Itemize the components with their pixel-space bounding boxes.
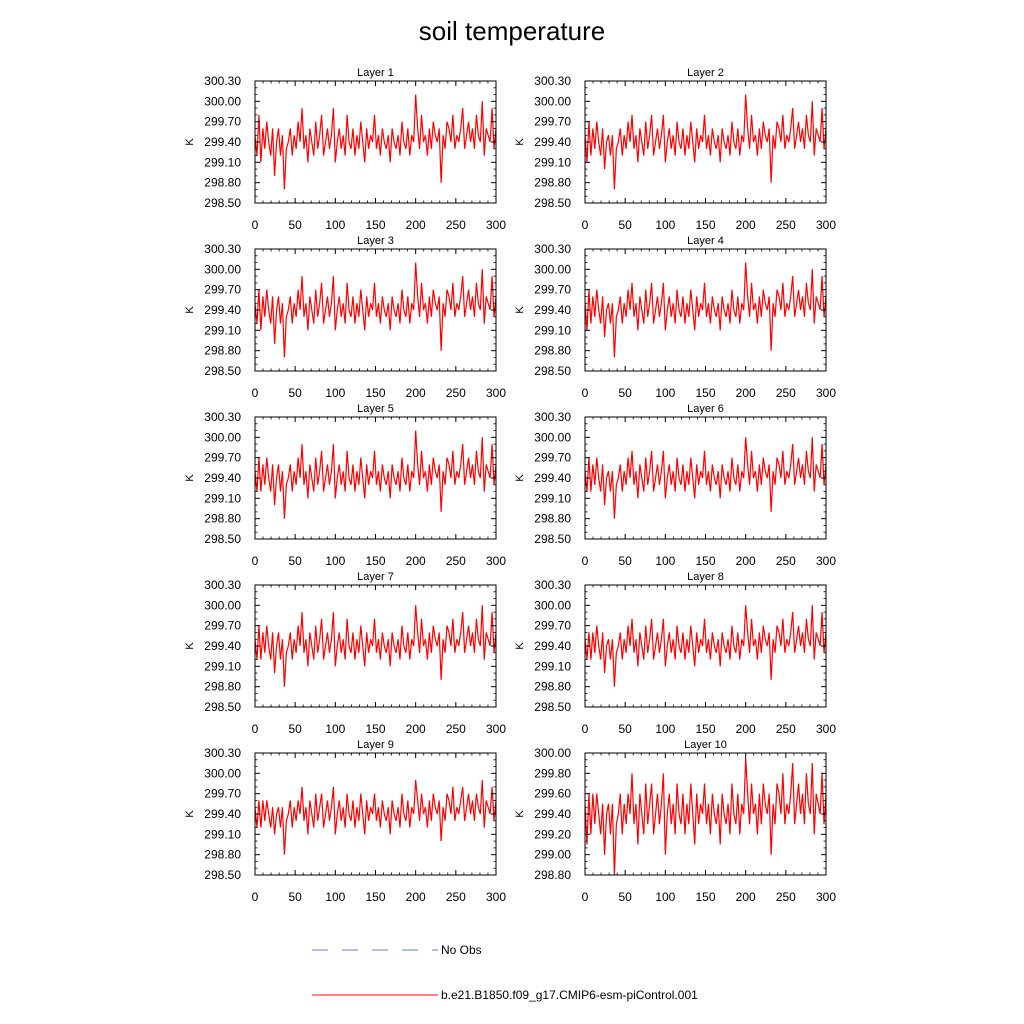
x-tick-label: 0 — [581, 890, 589, 904]
x-tick-label: 100 — [655, 554, 676, 568]
x-tick-label: 0 — [251, 218, 259, 232]
y-axis-label: K — [514, 306, 526, 314]
y-tick-label: 298.50 — [204, 364, 241, 378]
y-tick-label: 298.50 — [204, 196, 241, 210]
panel-title: Layer 2 — [687, 67, 724, 79]
x-tick-label: 300 — [815, 722, 837, 736]
y-tick-label: 300.30 — [534, 242, 571, 256]
y-tick-label: 299.10 — [204, 827, 241, 842]
x-tick-label: 50 — [288, 386, 302, 400]
x-tick-label: 0 — [581, 386, 589, 400]
y-tick-label: 300.30 — [534, 578, 571, 592]
y-tick-label: 299.10 — [534, 659, 571, 674]
x-tick-label: 250 — [775, 554, 796, 568]
y-tick-label: 299.40 — [204, 807, 241, 821]
panel-title: Layer 8 — [687, 571, 724, 583]
y-tick-label: 299.70 — [204, 450, 241, 465]
x-tick-label: 250 — [445, 890, 466, 904]
x-tick-label: 150 — [365, 722, 386, 736]
x-tick-label: 200 — [735, 722, 756, 736]
x-tick-label: 300 — [815, 218, 837, 232]
y-tick-label: 299.40 — [534, 807, 571, 821]
y-tick-label: 298.50 — [534, 364, 571, 378]
legend-label: No Obs — [441, 943, 482, 957]
y-tick-label: 298.50 — [534, 700, 571, 714]
y-axis-label: K — [184, 306, 196, 314]
y-tick-label: 298.50 — [534, 196, 571, 210]
x-tick-label: 100 — [655, 722, 676, 736]
y-tick-label: 299.70 — [534, 450, 571, 465]
x-tick-label: 300 — [485, 218, 507, 232]
panel-title: Layer 3 — [357, 235, 394, 247]
figure-title: soil temperature — [418, 16, 606, 46]
y-tick-label: 300.30 — [204, 746, 241, 760]
y-tick-label: 298.80 — [204, 679, 241, 694]
x-tick-label: 50 — [288, 890, 302, 904]
y-tick-label: 298.80 — [204, 175, 241, 190]
x-tick-label: 150 — [695, 554, 716, 568]
y-axis-label: K — [184, 138, 196, 146]
y-tick-label: 300.30 — [204, 242, 241, 256]
x-tick-label: 250 — [775, 722, 796, 736]
y-tick-label: 300.30 — [204, 74, 241, 88]
x-tick-label: 50 — [618, 218, 632, 232]
x-tick-label: 200 — [735, 890, 756, 904]
panel-title: Layer 5 — [357, 403, 394, 415]
y-tick-label: 298.80 — [534, 511, 571, 526]
x-tick-label: 200 — [735, 386, 756, 400]
y-tick-label: 298.80 — [534, 679, 571, 694]
x-tick-label: 50 — [618, 890, 632, 904]
x-tick-label: 50 — [288, 554, 302, 568]
y-tick-label: 299.70 — [534, 114, 571, 129]
x-tick-label: 100 — [655, 890, 676, 904]
y-tick-label: 299.10 — [204, 491, 241, 506]
x-tick-label: 300 — [815, 554, 837, 568]
x-tick-label: 200 — [735, 218, 756, 232]
y-tick-label: 300.00 — [534, 262, 571, 277]
panel-title: Layer 9 — [357, 739, 394, 751]
y-tick-label: 299.40 — [204, 471, 241, 485]
y-tick-label: 298.80 — [534, 175, 571, 190]
y-tick-label: 299.40 — [534, 135, 571, 149]
panel-title: Layer 4 — [687, 235, 724, 247]
x-tick-label: 100 — [325, 890, 346, 904]
y-tick-label: 299.70 — [204, 786, 241, 801]
x-tick-label: 300 — [485, 386, 507, 400]
x-tick-label: 250 — [445, 722, 466, 736]
x-tick-label: 200 — [405, 890, 426, 904]
y-tick-label: 299.00 — [534, 847, 571, 862]
y-tick-label: 299.40 — [534, 639, 571, 653]
y-tick-label: 299.70 — [534, 282, 571, 297]
x-tick-label: 250 — [775, 386, 796, 400]
panel-title: Layer 10 — [684, 739, 727, 751]
x-tick-label: 100 — [655, 386, 676, 400]
x-tick-label: 250 — [445, 554, 466, 568]
x-tick-label: 100 — [325, 386, 346, 400]
y-tick-label: 300.30 — [204, 410, 241, 424]
x-tick-label: 50 — [618, 554, 632, 568]
y-tick-label: 298.80 — [204, 343, 241, 358]
y-axis-label: K — [184, 810, 196, 818]
y-tick-label: 299.10 — [204, 155, 241, 170]
y-tick-label: 300.00 — [204, 262, 241, 277]
y-tick-label: 298.50 — [204, 700, 241, 714]
x-tick-label: 150 — [365, 554, 386, 568]
x-tick-label: 50 — [618, 722, 632, 736]
y-tick-label: 299.70 — [534, 618, 571, 633]
y-tick-label: 300.00 — [534, 598, 571, 613]
y-tick-label: 300.00 — [534, 430, 571, 445]
y-tick-label: 298.80 — [204, 511, 241, 526]
y-axis-label: K — [184, 642, 196, 650]
y-tick-label: 299.40 — [204, 639, 241, 653]
panel-title: Layer 7 — [357, 571, 394, 583]
x-tick-label: 50 — [618, 386, 632, 400]
x-tick-label: 200 — [405, 218, 426, 232]
y-tick-label: 299.20 — [534, 827, 571, 842]
y-tick-label: 299.10 — [534, 323, 571, 338]
x-tick-label: 0 — [251, 554, 259, 568]
y-tick-label: 300.00 — [534, 746, 571, 760]
legend-label: b.e21.B1850.f09_g17.CMIP6-esm-piControl.001 — [441, 988, 698, 1002]
x-tick-label: 200 — [405, 554, 426, 568]
x-tick-label: 0 — [251, 722, 259, 736]
y-tick-label: 298.50 — [534, 532, 571, 546]
y-tick-label: 298.50 — [204, 532, 241, 546]
x-tick-label: 150 — [365, 218, 386, 232]
x-tick-label: 250 — [775, 890, 796, 904]
y-tick-label: 299.40 — [204, 303, 241, 317]
y-axis-label: K — [514, 642, 526, 650]
x-tick-label: 0 — [581, 218, 589, 232]
y-tick-label: 299.10 — [204, 323, 241, 338]
y-tick-label: 298.80 — [534, 868, 571, 882]
y-axis-label: K — [184, 474, 196, 482]
y-tick-label: 299.70 — [204, 618, 241, 633]
x-tick-label: 150 — [695, 386, 716, 400]
y-tick-label: 299.10 — [534, 491, 571, 506]
y-tick-label: 299.40 — [204, 135, 241, 149]
y-tick-label: 299.60 — [534, 786, 571, 801]
x-tick-label: 250 — [775, 218, 796, 232]
panel-title: Layer 1 — [357, 67, 394, 79]
y-tick-label: 299.80 — [534, 766, 571, 781]
x-tick-label: 300 — [485, 722, 507, 736]
x-tick-label: 300 — [815, 890, 837, 904]
x-tick-label: 300 — [485, 890, 507, 904]
y-axis-label: K — [514, 474, 526, 482]
y-tick-label: 298.80 — [204, 847, 241, 862]
x-tick-label: 200 — [405, 386, 426, 400]
x-tick-label: 0 — [251, 386, 259, 400]
panel-title: Layer 6 — [687, 403, 724, 415]
y-tick-label: 299.70 — [204, 282, 241, 297]
x-tick-label: 150 — [695, 218, 716, 232]
y-tick-label: 300.30 — [534, 410, 571, 424]
x-tick-label: 100 — [655, 218, 676, 232]
x-tick-label: 300 — [815, 386, 837, 400]
y-tick-label: 300.30 — [534, 74, 571, 88]
x-tick-label: 50 — [288, 722, 302, 736]
x-tick-label: 200 — [405, 722, 426, 736]
x-tick-label: 0 — [581, 554, 589, 568]
x-tick-label: 150 — [365, 386, 386, 400]
x-tick-label: 250 — [445, 386, 466, 400]
x-tick-label: 250 — [445, 218, 466, 232]
y-tick-label: 298.50 — [204, 868, 241, 882]
x-tick-label: 150 — [365, 890, 386, 904]
x-tick-label: 100 — [325, 722, 346, 736]
y-tick-label: 300.00 — [534, 94, 571, 109]
x-tick-label: 100 — [325, 554, 346, 568]
y-tick-label: 299.40 — [534, 303, 571, 317]
y-tick-label: 300.00 — [204, 94, 241, 109]
x-tick-label: 150 — [695, 722, 716, 736]
y-tick-label: 300.00 — [204, 766, 241, 781]
y-tick-label: 300.30 — [204, 578, 241, 592]
x-tick-label: 0 — [251, 890, 259, 904]
x-tick-label: 50 — [288, 218, 302, 232]
x-tick-label: 0 — [581, 722, 589, 736]
x-tick-label: 100 — [325, 218, 346, 232]
y-tick-label: 299.10 — [534, 155, 571, 170]
x-tick-label: 200 — [735, 554, 756, 568]
y-tick-label: 299.40 — [534, 471, 571, 485]
y-tick-label: 299.10 — [204, 659, 241, 674]
y-tick-label: 299.70 — [204, 114, 241, 129]
x-tick-label: 150 — [695, 890, 716, 904]
y-axis-label: K — [514, 810, 526, 818]
y-tick-label: 300.00 — [204, 430, 241, 445]
y-tick-label: 298.80 — [534, 343, 571, 358]
x-tick-label: 300 — [485, 554, 507, 568]
y-axis-label: K — [514, 138, 526, 146]
y-tick-label: 300.00 — [204, 598, 241, 613]
